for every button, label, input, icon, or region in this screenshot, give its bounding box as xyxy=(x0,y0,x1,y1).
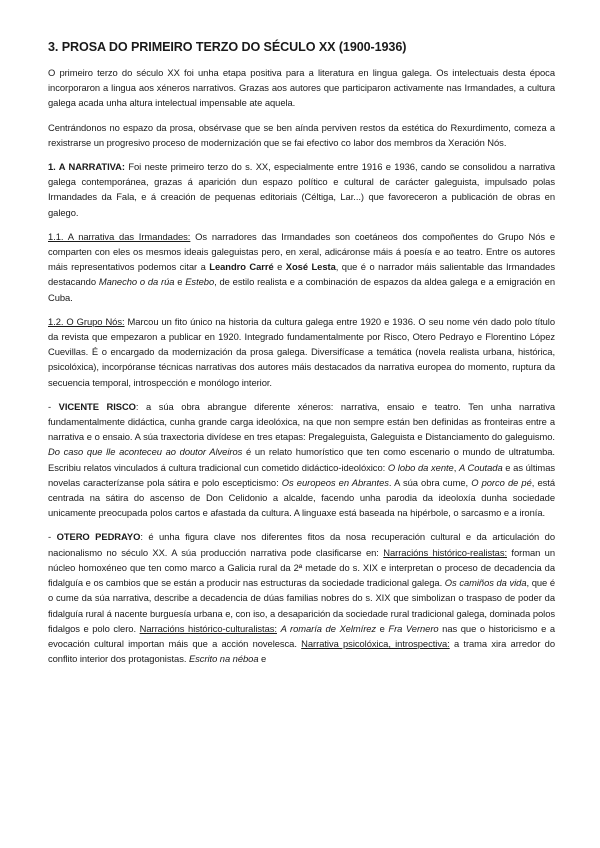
author-leandro-carre: Leandro Carré xyxy=(209,261,274,273)
risco-text: e as últimas novelas caracterízanse pola sátira e polo escepticismo: xyxy=(48,461,555,488)
work-porco-de-pe: O porco de pé xyxy=(471,476,532,488)
category-historico-realistas: Narracións histórico-realistas: xyxy=(383,546,508,558)
grupo-nos-text: Marcou un fito único na historia da cultura galega entre 1920 e 1936. O seu nome vén dado polo título da revista que empezaron a publicar en 1920. Integrado fundamentalmente por Risco, Otero Pedrayo e Florentino López Cuevillas. É o encargado da modernización da prosa galega. Diversifícase a temática (novela realista urbana, histórica, psicolóxica), incorpóranse técnicas narrativas dos autores máis destacados da narrativa europea do momento, ruptura da secuencia temporal, introspección e monólogo interior. xyxy=(48,315,556,388)
narrativa-text: Foi neste primeiro terzo do s. XX, especialmente entre 1916 e 1936, cando se consolidou a narrativa galega contemporánea, grazas á aparición dun espazo político e cultural de carácter galeguista, impulsado polas Irmandades da Fala, e á creación de pequenas editoriais (Céltiga, Lar...) que favoreceron a publicación de obras en galego. xyxy=(48,161,555,218)
work-europeos-abrantes: Os europeos en Abrantes xyxy=(281,476,389,488)
irmandades-paragraph xyxy=(48,229,555,305)
work-escrito-na-neboa: Escrito na néboa xyxy=(188,653,259,665)
otero-text: nas que o historicismo e a evocación cultural importan máis que a acción novelesca. xyxy=(48,622,555,649)
risco-text: é un relato humorístico que ten como escenario o mundo de ultratumba. Escribiu relatos vinculados á cultura tradicional cun cometido didáctico-ideolóxico: xyxy=(48,446,555,473)
otero-text: a trama xira arredor do conflito interior dos protagonistas. xyxy=(48,637,556,665)
grupo-nos-heading: 1.2. O Grupo Nós: xyxy=(48,315,125,327)
conjunction: e xyxy=(174,276,186,288)
irmandades-text: , que é o narrador máis salientable das Irmandades destacando xyxy=(48,261,555,288)
irmandades-heading: 1.1. A narrativa das Irmandades: xyxy=(48,230,191,242)
author-xose-lesta: Xosé Lesta xyxy=(285,261,336,273)
risco-text: , está centrada na sátira do ascenso de Don Celidonio a alcalde, facendo unha parodia da ideoloxía dunha sociedade unicamente preocupada polos cartos e afastada da cultura. A linguaxe está baseada na hipérbole, o sarcasmo e a ironía. xyxy=(48,476,555,519)
otero-text: e xyxy=(258,653,267,665)
work-camiños-da-vida: Os camiños da vida xyxy=(444,577,527,589)
prose-intro-paragraph: Centrándonos no espazo da prosa, obsérvase que se ben aínda perviven restos da estética do Rexurdimento, comeza a rexistrarse un progresivo proceso de modernización que se fai efectivo co labor dos membros da Xeración Nós. xyxy=(48,121,555,148)
risco-paragraph xyxy=(48,399,555,521)
risco-text: . A súa obra cume, xyxy=(388,476,472,488)
work-a-coutada: A Coutada xyxy=(458,461,503,473)
irmandades-text: Os narradores das Irmandades son coetáneos dos compoñentes do Grupo Nós e comparten con eles os mesmos ideais galeguistas pero, en xeral, adicáronse máis á poesía e ao teatro. Entre os autores máis representativos podemos citar a xyxy=(48,230,555,273)
conjunction: e xyxy=(273,261,286,273)
work-romaria-xelmirez: A romaría de Xelmírez xyxy=(280,622,377,634)
intro-paragraph: O primeiro terzo do século XX foi unha etapa positiva para a literatura en lingua galega. Os intelectuais desta época incorporaron a lingua aos xéneros narrativos. Grazas aos autores que participaron activamente nas Irmandades, a cultura galega acada unha altura intelectual impensable ate aquela. xyxy=(48,67,555,109)
otero-text: e xyxy=(376,622,389,634)
otero-text: forman un núcleo homoxéneo que ten como marco a Galicia rural da 2ª metade do s. XIX e interpretan o proceso de decadencia da fidalguía e os cambios que se están a producir nas estructuras da sociedade tradicional galega. xyxy=(48,546,555,589)
work-lobo-da-xente: O lobo da xente xyxy=(387,461,454,473)
otero-paragraph xyxy=(48,529,555,666)
narrativa-heading: 1. A NARRATIVA: xyxy=(48,161,125,173)
grupo-nos-paragraph xyxy=(48,314,555,390)
otero-text: : é unha figura clave nos diferentes fitos da nosa recuperación cultural e da articulación do nacionalismo no século XX. A súa producción narrativa pode clasificarse en: xyxy=(48,531,555,558)
work-estebo: Estebo xyxy=(185,276,215,288)
list-dash: - xyxy=(48,400,59,412)
category-psicoloxica: Narrativa psicolóxica, introspectiva: xyxy=(301,637,450,649)
work-doutor-alveiros: Do caso que lle aconteceu ao doutor Alveiros xyxy=(48,446,243,458)
risco-text: : a súa obra abrangue diferente xéneros: narrativa, ensaio e teatro. Ten unha narrativa fundamentalmente didáctica, cunha grande carga ideolóxica, na que non sempre están ben definidas as fronteiras entre a narrativa e o ensaio. A súa traxectoria divídese en tres etapas: Pregaleguista, Galeguista e Distanciamento do galeguismo. xyxy=(48,400,555,443)
list-dash: - xyxy=(48,531,57,543)
author-vicente-risco: VICENTE RISCO xyxy=(58,400,136,412)
otero-text: , que é o cume da súa narrativa, describe a decadencia de dúas familias nobres do s. XIX que simbolizan o traspaso de poder da fidalguía rural á nacente burguesía urbana e, con iso, a desaparición da sociedade rural tradicional galega, dominada polos fidalgos e polo clero. xyxy=(48,577,555,634)
page-title: 3. PROSA DO PRIMEIRO TERZO DO SÉCULO XX (1900-1936) xyxy=(48,40,407,54)
work-fra-vernero: Fra Vernero xyxy=(388,622,439,634)
narrativa-paragraph xyxy=(48,159,555,220)
risco-text: , xyxy=(453,461,459,473)
irmandades-text: , de estilo realista e a combinación de espazos da aldea galega e a emigración en Cuba. xyxy=(48,276,555,303)
author-otero-pedrayo: OTERO PEDRAYO xyxy=(56,531,141,543)
work-manecho: Manecho o da rúa xyxy=(98,276,175,288)
category-historico-culturalistas: Narracións histórico-culturalistas: xyxy=(139,622,277,634)
